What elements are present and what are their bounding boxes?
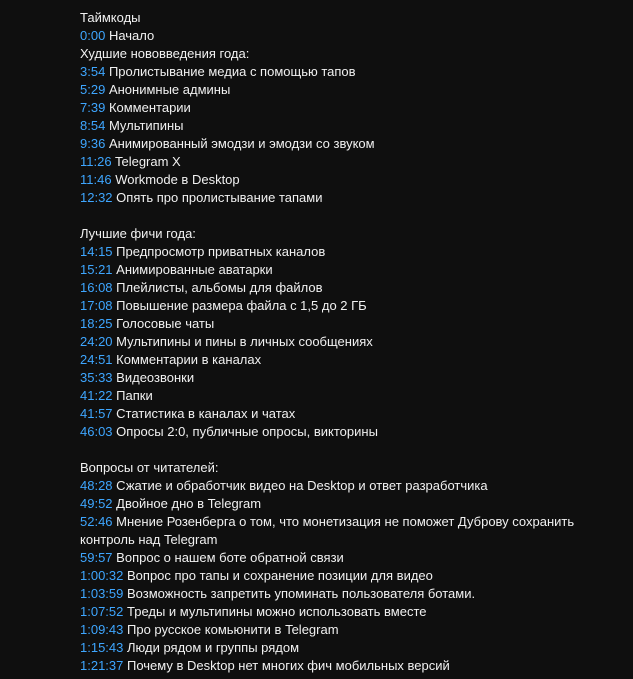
chapter-label: Вопрос о нашем боте обратной связи	[116, 550, 344, 565]
chapter-item	[80, 279, 625, 297]
chapter-label: Видеозвонки	[116, 370, 195, 385]
chapter-item	[80, 261, 625, 279]
timestamp-link[interactable]: 48:28	[80, 478, 113, 493]
section-heading: Вопросы от читателей:	[80, 460, 219, 475]
chapter-label: Комментарии	[108, 100, 191, 115]
timestamp-link[interactable]: 1:03:59	[80, 586, 124, 601]
chapter-item	[80, 585, 625, 603]
chapter-label: Workmode в Desktop	[115, 172, 240, 187]
timestamp-link[interactable]: 11:26	[80, 154, 112, 169]
timestamp-link[interactable]: 24:20	[80, 334, 113, 349]
chapter-label: Анонимные админы	[108, 82, 231, 97]
section-heading: Худшие нововведения года:	[80, 46, 250, 61]
chapter-item	[80, 27, 625, 45]
chapter-label: Почему в Desktop нет многих фич мобильных версий	[127, 658, 450, 673]
timestamp-link[interactable]: 16:08	[80, 280, 113, 295]
timestamp-link[interactable]: 49:52	[80, 496, 113, 511]
chapter-label: Мультипины	[108, 118, 184, 133]
chapter-item	[80, 477, 625, 495]
timestamp-link[interactable]: 8:54	[80, 118, 106, 133]
section-spacer	[80, 207, 625, 225]
chapter-item	[80, 405, 625, 423]
timestamp-link[interactable]: 59:57	[80, 550, 113, 565]
timecodes-heading: Таймкоды	[80, 10, 141, 25]
chapter-label: Анимированные аватарки	[116, 262, 273, 277]
timestamp-link[interactable]: 52:46	[80, 514, 113, 529]
chapter-item	[80, 81, 625, 99]
chapter-item	[80, 99, 625, 117]
chapter-label: Статистика в каналах и чатах	[116, 406, 296, 421]
chapter-item	[80, 513, 625, 549]
video-description	[80, 9, 625, 675]
timestamp-link[interactable]: 12:32	[80, 190, 113, 205]
chapter-label: Папки	[116, 388, 153, 403]
chapter-label: Двойное дно в Telegram	[116, 496, 262, 511]
chapter-label: Треды и мультипины можно использовать вместе	[127, 604, 427, 619]
timestamp-link[interactable]: 41:57	[80, 406, 113, 421]
chapter-label: Плейлисты, альбомы для файлов	[116, 280, 323, 295]
timestamp-link[interactable]: 15:21	[80, 262, 113, 277]
chapter-item	[80, 351, 625, 369]
section-spacer	[80, 441, 625, 459]
chapter-item	[80, 423, 625, 441]
timestamp-link[interactable]: 1:00:32	[80, 568, 124, 583]
chapter-item	[80, 639, 625, 657]
chapter-label: Опросы 2:0, публичные опросы, викторины	[116, 424, 378, 439]
timestamp-link[interactable]: 17:08	[80, 298, 113, 313]
timestamp-link[interactable]: 35:33	[80, 370, 113, 385]
chapter-item	[80, 495, 625, 513]
chapter-item	[80, 333, 625, 351]
chapter-label: Анимированный эмодзи и эмодзи со звуком	[108, 136, 375, 151]
chapter-label: Вопрос про тапы и сохранение позиции для видео	[127, 568, 433, 583]
timestamp-link[interactable]: 3:54	[80, 64, 106, 79]
chapter-item	[80, 171, 625, 189]
chapter-label: Telegram X	[114, 154, 181, 169]
chapter-label: Комментарии в каналах	[116, 352, 262, 367]
chapter-label: Повышение размера файла с 1,5 до 2 ГБ	[116, 298, 367, 313]
chapter-item	[80, 153, 625, 171]
timestamp-link[interactable]: 11:46	[80, 172, 112, 187]
timestamp-link[interactable]: 5:29	[80, 82, 106, 97]
timestamp-link[interactable]: 0:00	[80, 28, 106, 43]
chapter-label: Мнение Розенберга о том, что монетизация не поможет Дуброву сохранить контроль над Telegram	[80, 514, 575, 547]
chapter-item	[80, 297, 625, 315]
chapter-item	[80, 135, 625, 153]
chapter-item	[80, 117, 625, 135]
timestamp-link[interactable]: 7:39	[80, 100, 106, 115]
timestamp-link[interactable]: 1:15:43	[80, 640, 124, 655]
chapter-item	[80, 369, 625, 387]
timestamp-link[interactable]: 14:15	[80, 244, 113, 259]
chapter-label: Возможность запретить упоминать пользователя ботами.	[127, 586, 476, 601]
chapter-item	[80, 621, 625, 639]
chapter-label: Люди рядом и группы рядом	[127, 640, 300, 655]
chapter-item	[80, 567, 625, 585]
timestamp-link[interactable]: 46:03	[80, 424, 113, 439]
chapter-item	[80, 549, 625, 567]
chapter-label: Мультипины и пины в личных сообщениях	[116, 334, 373, 349]
section-heading: Лучшие фичи года:	[80, 226, 196, 241]
timestamp-link[interactable]: 18:25	[80, 316, 113, 331]
chapter-item	[80, 63, 625, 81]
chapter-label: Сжатие и обработчик видео на Desktop и ответ разработчика	[116, 478, 488, 493]
chapter-item	[80, 315, 625, 333]
timestamp-link[interactable]: 1:09:43	[80, 622, 124, 637]
chapter-label: Про русское комьюнити в Telegram	[127, 622, 339, 637]
chapter-item	[80, 603, 625, 621]
chapter-label: Начало	[108, 28, 155, 43]
chapter-label: Опять про пролистывание тапами	[116, 190, 323, 205]
timestamp-link[interactable]: 1:07:52	[80, 604, 124, 619]
timestamp-link[interactable]: 24:51	[80, 352, 113, 367]
timestamp-link[interactable]: 1:21:37	[80, 658, 124, 673]
chapter-item	[80, 189, 625, 207]
chapter-item	[80, 657, 625, 675]
chapter-label: Пролистывание медиа с помощью тапов	[108, 64, 356, 79]
chapter-label: Предпросмотр приватных каналов	[116, 244, 326, 259]
chapter-label: Голосовые чаты	[116, 316, 215, 331]
chapter-item	[80, 387, 625, 405]
timestamp-link[interactable]: 41:22	[80, 388, 113, 403]
chapter-item	[80, 243, 625, 261]
timestamp-link[interactable]: 9:36	[80, 136, 106, 151]
chapter-sections	[80, 45, 625, 675]
